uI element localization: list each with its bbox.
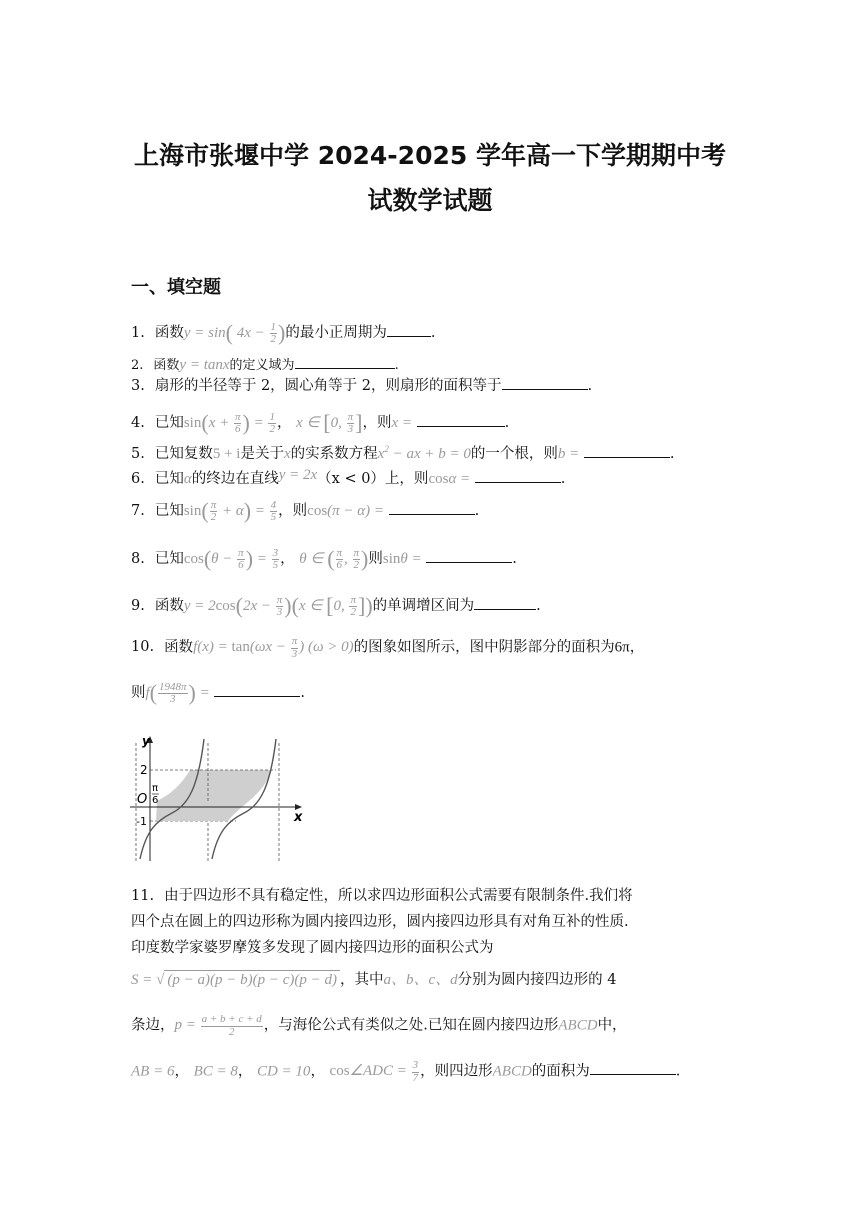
question-3: 3. 扇形的半径等于 2，圆心角等于 2，则扇形的面积等于 . (131, 378, 593, 394)
formula: sin( $\frac{\pi}{2}$ + α) = $\frac{4}{5}$ (183, 498, 277, 524)
question-text: 条边， (131, 1017, 175, 1034)
question-text: 则 (368, 551, 383, 567)
question-text: 四个点在圆上的四边形称为圆内接四边形，圆内接四边形具有对角互补的性质. (131, 914, 629, 930)
question-8: 8. 已知cos(θ − $\frac{\pi}{6}$ ) = $\frac{3}{5}$ ， θ ∈ ( $\frac{\pi}{6}$ , $\frac{\pi}{2}$ )则sinθ = . (131, 546, 517, 572)
formula: p = $\frac{a + b + c + d}{2}$ (174, 1013, 262, 1038)
question-11-line5: 条边，p = $\frac{a + b + c + d}{2}$ ，与海伦公式有类似之处.已知在圆内接四边形ABCD中， (131, 1013, 627, 1038)
question-text: 的终边在直线 (191, 471, 279, 487)
question-text: 的定义域为 (229, 358, 295, 373)
question-text: ，则 (278, 503, 308, 519)
shaded-region (157, 770, 272, 801)
formula: y = 2cos(2x − $\frac{\pi}{3}$ )(x ∈ [0, $\frac{\pi}{2}$ ]) (183, 593, 373, 619)
section-heading: 一、填空题 (131, 277, 221, 298)
question-11-line2 (131, 914, 629, 931)
question-11-line3 (131, 940, 494, 957)
question-text: ，则 (362, 415, 392, 431)
formula: f( $\frac{1948\pi}{3}$ ) = (145, 680, 210, 706)
question-11-line1 (131, 888, 633, 905)
question-text: 的面积为 (531, 1063, 590, 1080)
page-title-line1: 上海市张堰中学 2024-2025 学年高一下学期期中考 (134, 141, 726, 170)
question-text: 函数 (154, 325, 184, 341)
question-text: 的图象如图所示，图中阴影部分的面积为 (353, 639, 615, 656)
formula: cos(π − α) = (307, 503, 385, 519)
question-number: 1. (131, 325, 145, 341)
formula: cos(θ − $\frac{\pi}{6}$ ) = $\frac{3}{5}$ (183, 546, 279, 572)
formula: sin(x + $\frac{\pi}{6}$ ) = $\frac{1}{2}$ (183, 410, 275, 436)
question-6: 6. 已知α的终边在直线y = 2x（x < 0）上，则cosα = . (131, 467, 566, 487)
formula: x ∈ [0, $\frac{\pi}{3}$ ] (296, 410, 363, 436)
question-text: 的最小正周期为 (285, 325, 387, 341)
page-title-line2: 试数学试题 (367, 186, 493, 215)
question-text: 已知 (154, 415, 184, 431)
question-text: ，则四边形 (420, 1063, 493, 1080)
question-text: 已知 (154, 551, 184, 567)
question-text: ，其中 (339, 972, 384, 988)
question-number: 5. (131, 446, 145, 462)
question-text: （x < 0）上，则 (317, 471, 429, 487)
question-number: 10. (131, 639, 155, 656)
question-text: 已知复数 (154, 446, 213, 462)
formula: S = √ (p − a)(p − b)(p − c)(p − d) (131, 972, 340, 988)
formula: 5 + i (212, 446, 241, 462)
question-text: 函数 (164, 639, 194, 656)
formula: y = tanx (179, 357, 230, 373)
tick-label-neg1: -1 (136, 815, 147, 828)
question-number: 11. (131, 888, 155, 904)
question-text: 印度数学家婆罗摩笈多发现了圆内接四边形的面积公式为 (131, 940, 494, 956)
question-text: 分别为圆内接四边形的 4 (457, 972, 617, 988)
question-text: 是关于 (240, 446, 284, 462)
tick-label-six: 6 (152, 795, 159, 806)
formula: y = sin( 4x − $\frac{1}{2}$ ) (183, 320, 286, 346)
question-text: 的单调增区间为 (372, 598, 475, 614)
question-text: 已知 (154, 471, 184, 487)
area-value: 6π (614, 639, 630, 656)
question-number: 3. (131, 378, 145, 394)
formula: $x^2$ − ax + b = 0 (377, 444, 471, 462)
formula: y = 2x (278, 467, 318, 483)
question-text: 函数 (153, 358, 180, 373)
y-axis-label: y (142, 734, 150, 748)
question-4: 4. 已知sin(x + $\frac{\pi}{6}$ ) = $\frac{1}{2}$ ， x ∈ [0, $\frac{\pi}{3}$ ]，则x = . (131, 410, 510, 436)
question-text: 由于四边形不具有稳定性，所以求四边形面积公式需要有限制条件.我们将 (164, 888, 633, 904)
question-10: 10. 函数f(x) = tan(ωx − $\frac{\pi}{3}$ ) (ω > 0)的图象如图所示，图中阴影部分的面积为6π， (131, 635, 645, 660)
question-2: 2. 函数y = tanx的定义域为 . (131, 357, 399, 373)
x-axis-label: x (294, 810, 303, 825)
question-11-line4: S = √ (p − a)(p − b)(p − c)(p − d) ，其中a、b、c、d分别为圆内接四边形的 4 (131, 972, 617, 988)
formula: cos∠ADC = $\frac{3}{7}$ (329, 1059, 419, 1084)
question-text: 则 (131, 685, 146, 701)
question-number: 8. (131, 551, 145, 567)
question-text: ，与海伦公式有类似之处.已知在圆内接四边形 (263, 1017, 559, 1034)
question-1: 1. 函数y = sin( 4x − $\frac{1}{2}$ )的最小正周期为 . (131, 320, 436, 346)
question-7: 7. 已知sin( $\frac{\pi}{2}$ + α) = $\frac{4}{5}$ ，则cos(π − α) = . (131, 498, 480, 524)
question-text: 已知 (154, 503, 184, 519)
formula: f(x) = tan(ωx − $\frac{\pi}{3}$ ) (ω > 0) (193, 635, 354, 660)
tick-label-pi: π (152, 783, 159, 794)
question-10-line2: 则f( $\frac{1948\pi}{3}$ ) = . (131, 680, 305, 706)
question-number: 4. (131, 415, 145, 431)
question-11-line6: AB = 6， BC = 8， CD = 10， cos∠ADC = $\frac{3}{7}$ ，则四边形ABCD的面积为 . (131, 1059, 681, 1084)
question-number: 6. (131, 471, 145, 487)
question-text: 扇形的半径等于 2，圆心角等于 2，则扇形的面积等于 (154, 378, 502, 394)
question-number: 7. (131, 503, 145, 519)
tangent-graph (128, 733, 308, 863)
formula: AB = 6 (131, 1063, 175, 1080)
tick-label-2: 2 (140, 763, 148, 777)
question-5: 5. 已知复数5 + i是关于x的实系数方程$x^2$ − ax + b = 0的一个根，则b = . (131, 444, 675, 462)
formula: θ ∈ ( $\frac{\pi}{6}$ , $\frac{\pi}{2}$ ) (299, 546, 369, 572)
question-text: 的一个根，则 (470, 446, 558, 462)
question-9: 9. 函数y = 2cos(2x − $\frac{\pi}{3}$ )(x ∈ [0, $\frac{\pi}{2}$ ])的单调增区间为 . (131, 593, 541, 619)
question-text: 中， (597, 1017, 627, 1034)
question-number: 2. (131, 358, 144, 373)
question-text: 函数 (154, 598, 184, 614)
question-number: 9. (131, 598, 145, 614)
question-text: 的实系数方程 (290, 446, 378, 462)
origin-label: O (137, 792, 148, 807)
